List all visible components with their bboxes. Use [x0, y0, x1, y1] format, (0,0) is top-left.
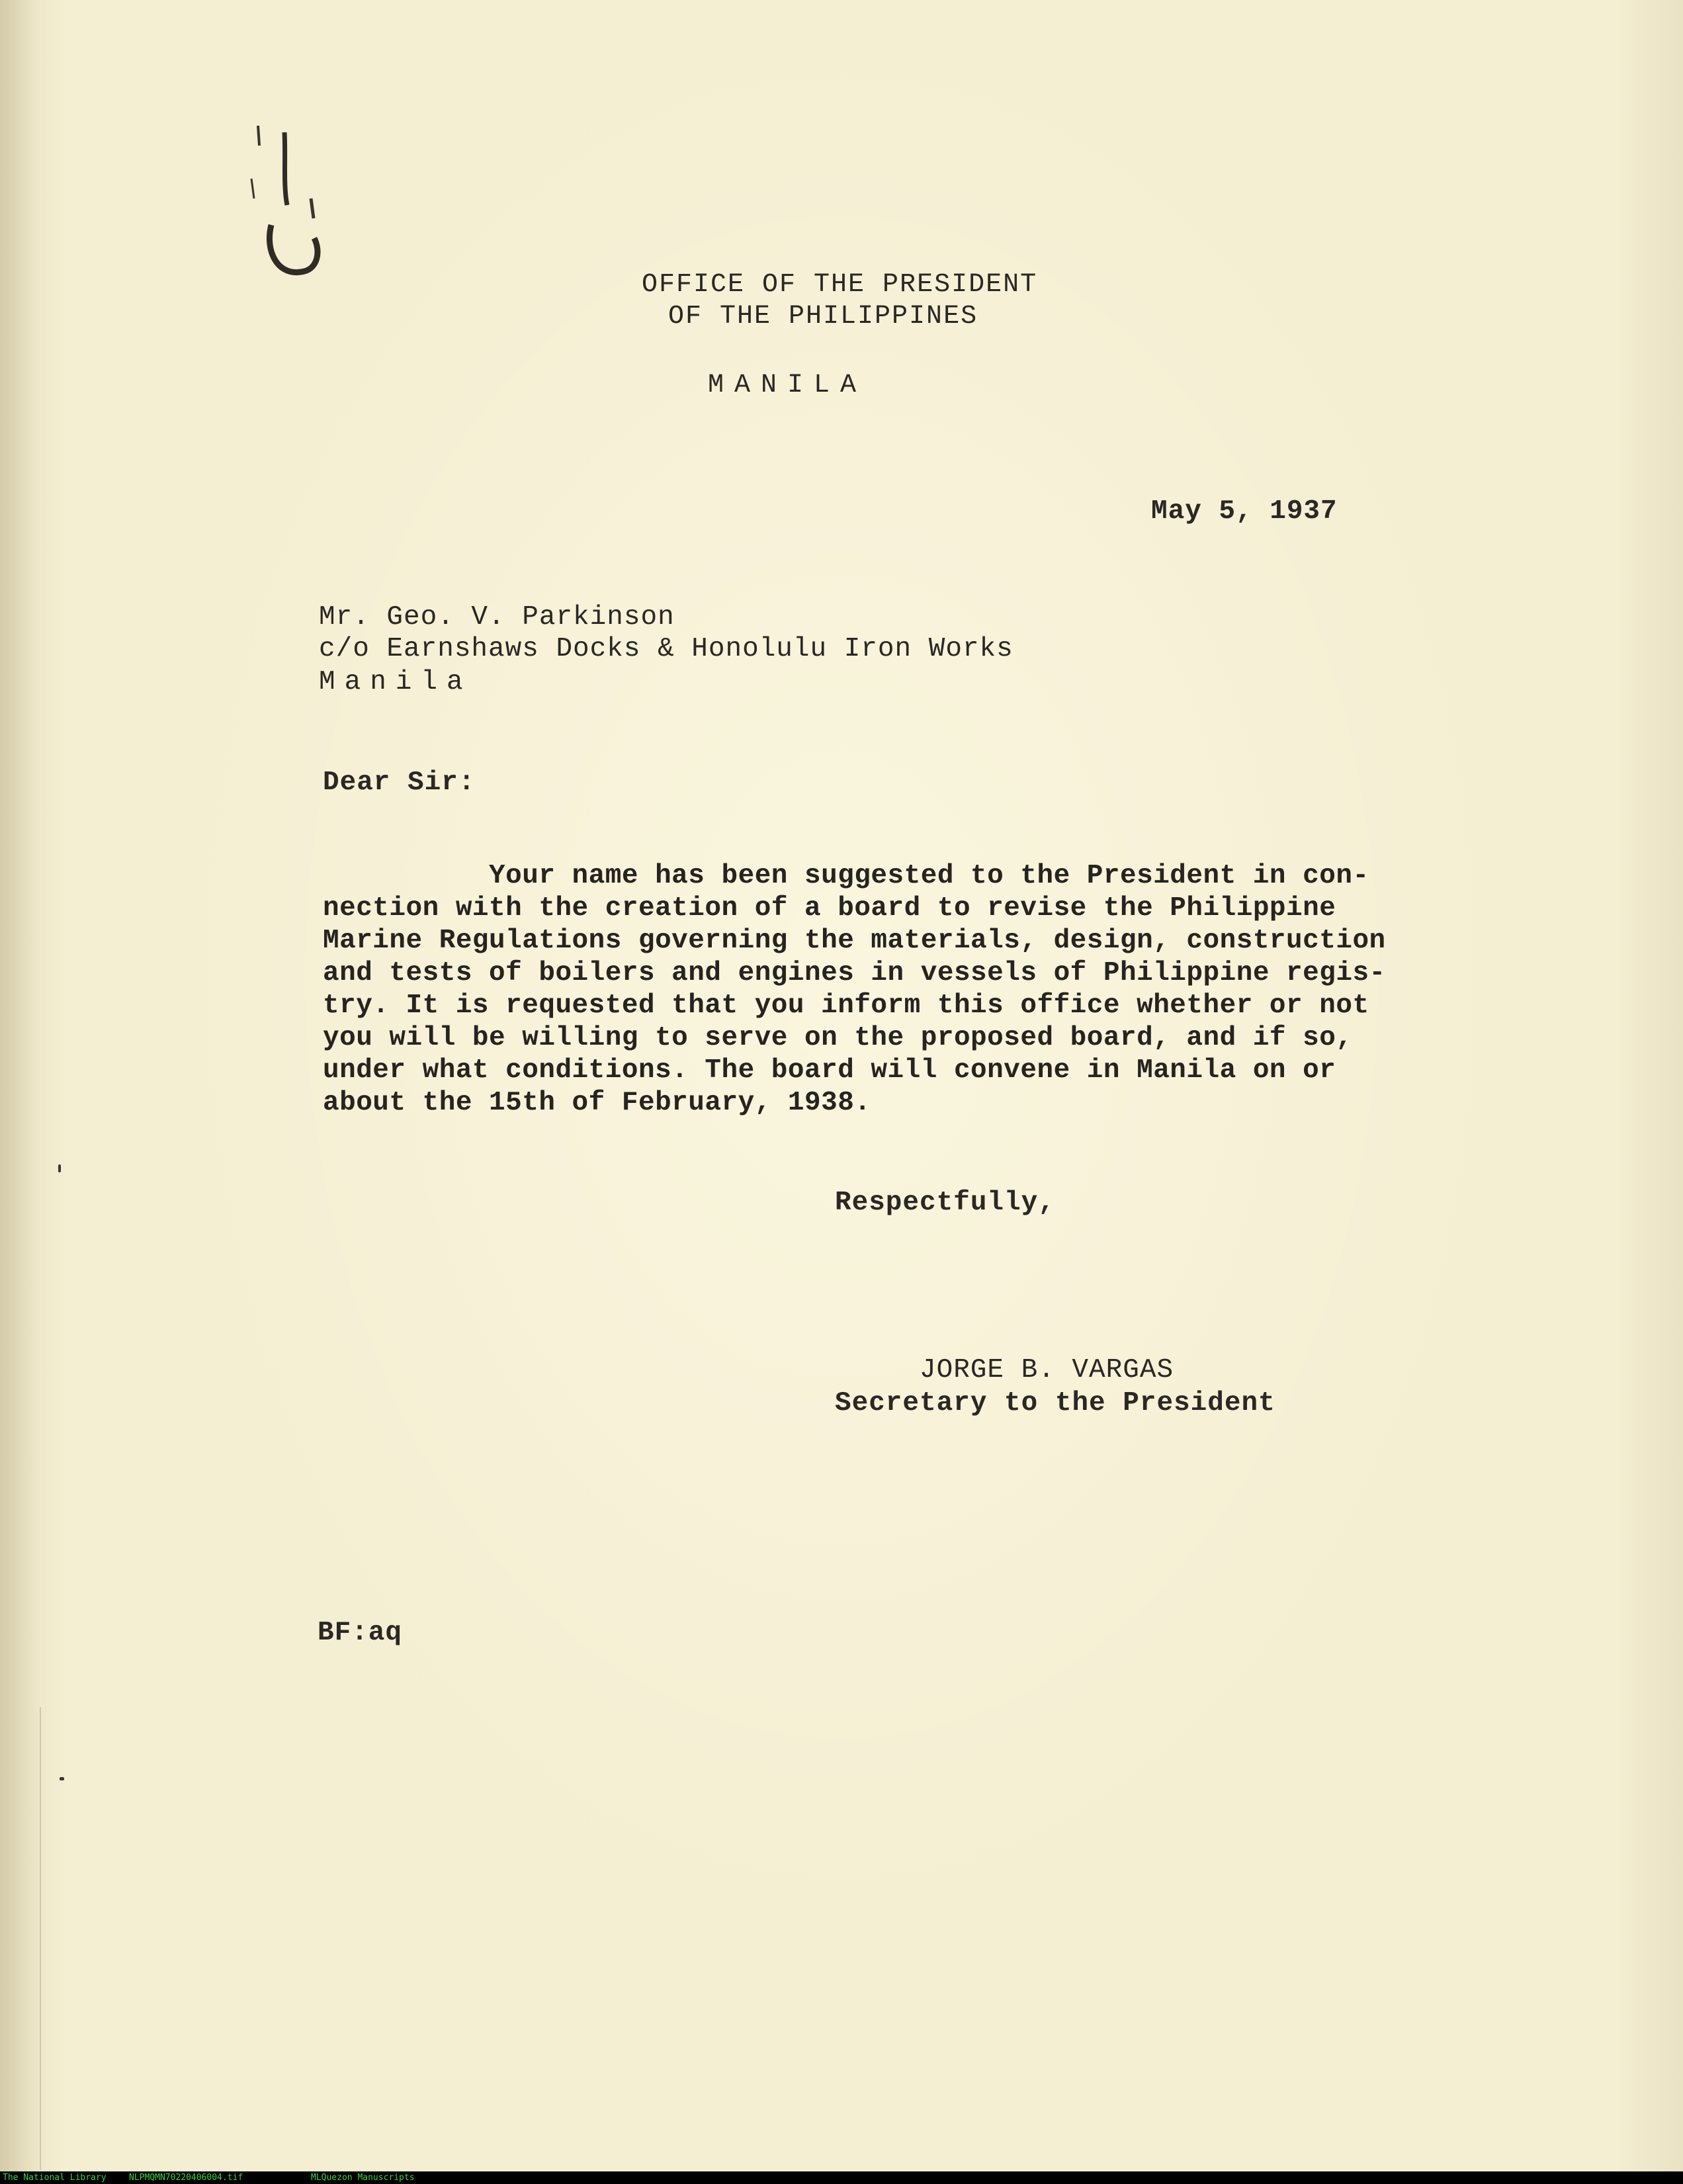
body-line: under what conditions. The board will convene in Manila on or: [323, 1055, 1336, 1086]
signatory-name: JORGE B. VARGAS: [920, 1355, 1174, 1385]
body-line: Your name has been suggested to the President in con-: [323, 861, 1369, 891]
letterhead-line-1: OFFICE OF THE PRESIDENT: [642, 270, 1038, 300]
body-line: about the 15th of February, 1938.: [323, 1088, 871, 1118]
page-fold-line: [40, 1707, 41, 2170]
footer-collection: MLQuezon Manuscripts: [311, 2173, 415, 2183]
recipient-city: Manila: [319, 667, 472, 697]
body-line: nection with the creation of a board to revise the Philippine: [323, 893, 1336, 924]
body-line: you will be willing to serve on the proposed board, and if so,: [323, 1023, 1353, 1053]
ink-speck: [58, 1164, 61, 1172]
letterhead-city: MANILA: [708, 371, 867, 400]
footer-filename: NLPMQMN70220406004.tif: [129, 2173, 243, 2183]
letter-date: May 5, 1937: [1151, 496, 1338, 527]
reference-initials: BF:aq: [318, 1618, 403, 1648]
recipient-company: c/o Earnshaws Docks & Honolulu Iron Works: [319, 634, 1014, 664]
body-line: and tests of boilers and engines in vessels of Philippine regis-: [323, 958, 1386, 988]
body-line: try. It is requested that you inform this office whether or not: [323, 990, 1369, 1021]
recipient-name: Mr. Geo. V. Parkinson: [319, 602, 675, 633]
body-line: Marine Regulations governing the materials, design, construction: [323, 926, 1386, 956]
scan-footer: [0, 2171, 1683, 2184]
letterhead-line-2: OF THE PHILIPPINES: [668, 302, 978, 331]
page-edge-shadow: [0, 0, 40, 2171]
footer-library: The National Library: [3, 2173, 107, 2183]
closing: Respectfully,: [835, 1188, 1055, 1218]
handwritten-mark: [245, 119, 337, 291]
letter-body: [323, 860, 1421, 1119]
ink-speck: [60, 1777, 64, 1780]
salutation: Dear Sir:: [323, 767, 476, 798]
signatory-title: Secretary to the President: [835, 1388, 1275, 1419]
